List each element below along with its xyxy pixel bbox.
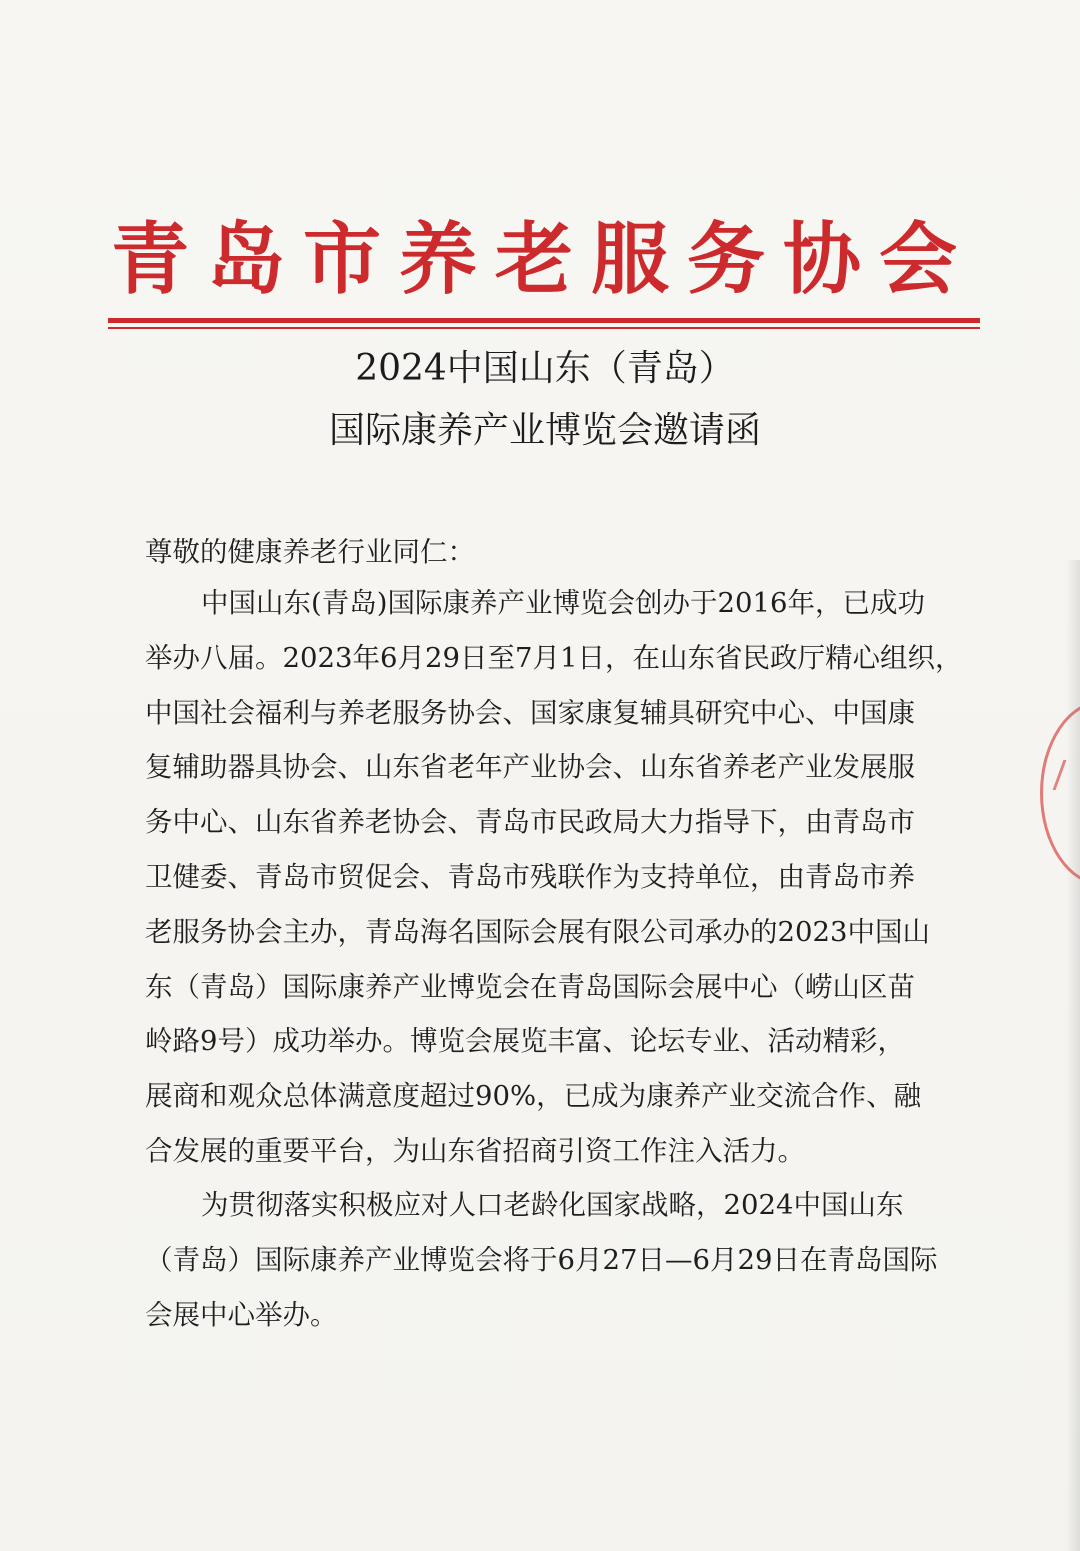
page-edge-shadow	[1066, 560, 1080, 1551]
paragraph-2-line: 会展中心举办。	[145, 1298, 338, 1331]
paragraph-1-line: 卫健委、青岛市贸促会、青岛市残联作为支持单位，由青岛市养	[145, 860, 915, 893]
letterhead-rule-thick	[108, 318, 980, 323]
paragraph-1-line: 复辅助器具协会、山东省老年产业协会、山东省养老产业发展服	[145, 751, 915, 784]
paragraph-1-line: 岭路9号）成功举办。博览会展览丰富、论坛专业、活动精彩，	[145, 1025, 905, 1058]
letterhead-rule-thin	[108, 327, 980, 329]
paragraph-1-line: 中国山东(青岛)国际康养产业博览会创办于2016年，已成功	[201, 587, 925, 619]
paragraph-1-line: 老服务协会主办，青岛海名国际会展有限公司承办的2023中国山	[145, 915, 930, 948]
letterhead-title: 青岛市养老服务协会	[110, 215, 975, 305]
paragraph-1-line: 举办八届。2023年6月29日至7月1日，在山东省民政厅精心组织，	[145, 641, 963, 674]
paragraph-1	[145, 576, 963, 1179]
paragraph-1-line: 合发展的重要平台，为山东省招商引资工作注入活力。	[145, 1134, 805, 1167]
paragraph-1-line: 东（青岛）国际康养产业博览会在青岛国际会展中心（崂山区苗	[145, 970, 915, 1003]
salutation: 尊敬的健康养老行业同仁：	[145, 536, 475, 568]
paragraph-1-line: 展商和观众总体满意度超过90%，已成为康养产业交流合作、融	[145, 1080, 922, 1113]
paragraph-2-line: 为贯彻落实积极应对人口老龄化国家战略，2024中国山东	[201, 1189, 904, 1221]
document-title-line1: 2024中国山东（青岛）	[355, 348, 735, 389]
paragraph-2	[145, 1178, 945, 1342]
paragraph-1-line: 中国社会福利与养老服务协会、国家康复辅具研究中心、中国康	[145, 696, 915, 729]
paragraph-1-line: 务中心、山东省养老协会、青岛市民政局大力指导下，由青岛市	[145, 806, 915, 839]
document-title-line2: 国际康养产业博览会邀请函	[328, 410, 761, 451]
paragraph-2-line: （青岛）国际康养产业博览会将于6月27日—6月29日在青岛国际	[145, 1243, 938, 1276]
